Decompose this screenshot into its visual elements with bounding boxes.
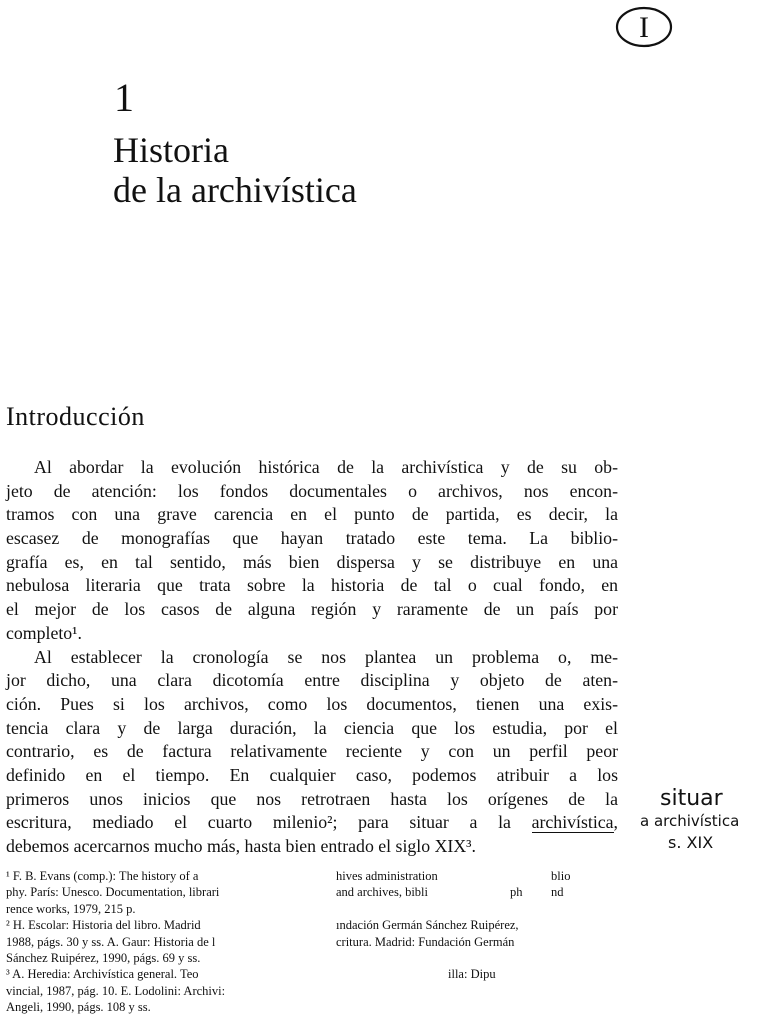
- margin-note-line: s. XIX: [668, 833, 714, 852]
- footnote-fragment: ındación Germán Sánchez Ruipérez,: [336, 918, 519, 933]
- footnote-row: [6, 999, 606, 1015]
- footnote-text: Sánchez Ruipérez, 1990, págs. 69 y ss.: [6, 950, 201, 965]
- body-text: [6, 456, 618, 859]
- footnote-fragment: nd: [551, 885, 564, 900]
- footnote-row: [6, 868, 606, 884]
- body-line: definido en el tiempo. En cualquier caso, podemos atribuir a los: [6, 764, 618, 785]
- footnote-row: [6, 983, 606, 999]
- footnotes: [6, 868, 606, 1016]
- footnote-row: [6, 884, 606, 900]
- footnote-fragment: ph: [510, 885, 523, 900]
- footnote-fragment: hives administration: [336, 869, 438, 883]
- margin-note-line: situar: [660, 786, 723, 811]
- body-line: Al establecer la cronología se nos plantea un problema o, me-: [34, 646, 618, 667]
- footnote-row: [6, 966, 606, 982]
- footnote-text: Angeli, 1990, págs. 108 y ss.: [6, 1000, 151, 1015]
- footnote-text: vincial, 1987, pág. 10. E. Lodolini: Archivi:: [6, 983, 226, 998]
- body-line: completo¹.: [6, 622, 82, 643]
- footnote-fragment: critura. Madrid: Fundación Germán: [336, 934, 515, 949]
- stamp-numeral: I: [639, 11, 649, 44]
- body-line: grafía es, en tal sentido, más bien dispersa y se distribuye en una: [6, 551, 618, 572]
- footnote-row: [6, 950, 606, 966]
- footnote-row: [6, 917, 606, 933]
- footnote-fragment: illa: Dipu: [448, 967, 496, 982]
- footnote-text: ¹ F. B. Evans (comp.): The history of a: [6, 869, 199, 883]
- footnote-text: 1988, págs. 30 y ss. A. Gaur: Historia de l: [6, 934, 216, 949]
- footnote-text: rence works, 1979, 215 p.: [6, 901, 136, 916]
- circled-numeral-stamp: [614, 4, 674, 50]
- chapter-title-line-2: de la archivística: [113, 170, 357, 210]
- footnote-row: [6, 901, 606, 917]
- body-line: tramos con una grave carencia en el punto de partida, es decir, la: [6, 504, 618, 525]
- footnote-fragment: and archives, bibli: [336, 885, 428, 900]
- chapter-number: 1: [114, 75, 133, 120]
- underlined-word: archivística: [531, 812, 614, 833]
- body-line: [6, 811, 618, 835]
- body-line-text: escritura, mediado el cuarto milenio²; para situar a la: [6, 812, 532, 833]
- body-line: primeros unos inicios que nos retrotraen hasta los orígenes de la: [6, 788, 618, 809]
- handwritten-margin-note: [640, 788, 739, 854]
- footnote-text: ³ A. Heredia: Archivística general. Teo: [6, 967, 199, 982]
- footnote-fragment: blio: [551, 869, 571, 883]
- body-line: jor dicho, una clara dicotomía entre disciplina y objeto de aten-: [6, 670, 618, 691]
- chapter-title-line-1: Historia: [113, 130, 229, 170]
- body-line: ción. Pues si los archivos, como los documentos, tienen una exis-: [6, 693, 618, 714]
- footnote-row: [6, 934, 606, 950]
- body-line: contrario, es de factura relativamente reciente y con un perfil peor: [6, 741, 618, 762]
- footnote-text: phy. París: Unesco. Documentation, librari: [6, 885, 220, 900]
- body-line: el mejor de los casos de alguna región y raramente de un país por: [6, 599, 618, 620]
- body-line: Al abordar la evolución histórica de la archivística y de su ob-: [34, 457, 618, 477]
- body-line: jeto de atención: los fondos documentales o archivos, nos encon-: [6, 480, 618, 501]
- section-title: Introducción: [6, 402, 145, 431]
- body-line-text: ,: [613, 812, 618, 833]
- body-line: tencia clara y de larga duración, la ciencia que los estudia, por el: [6, 717, 618, 738]
- body-line: escasez de monografías que hayan tratado este tema. La biblio-: [6, 528, 618, 549]
- body-line: debemos acercarnos mucho más, hasta bien entrado el siglo XIX³.: [6, 836, 476, 856]
- footnote-text: ² H. Escolar: Historia del libro. Madrid: [6, 918, 201, 933]
- margin-note-line: a archivística: [640, 812, 740, 830]
- body-line: nebulosa literaria que trata sobre la historia de tal o cual fondo, en: [6, 575, 618, 596]
- chapter-title: [113, 130, 357, 210]
